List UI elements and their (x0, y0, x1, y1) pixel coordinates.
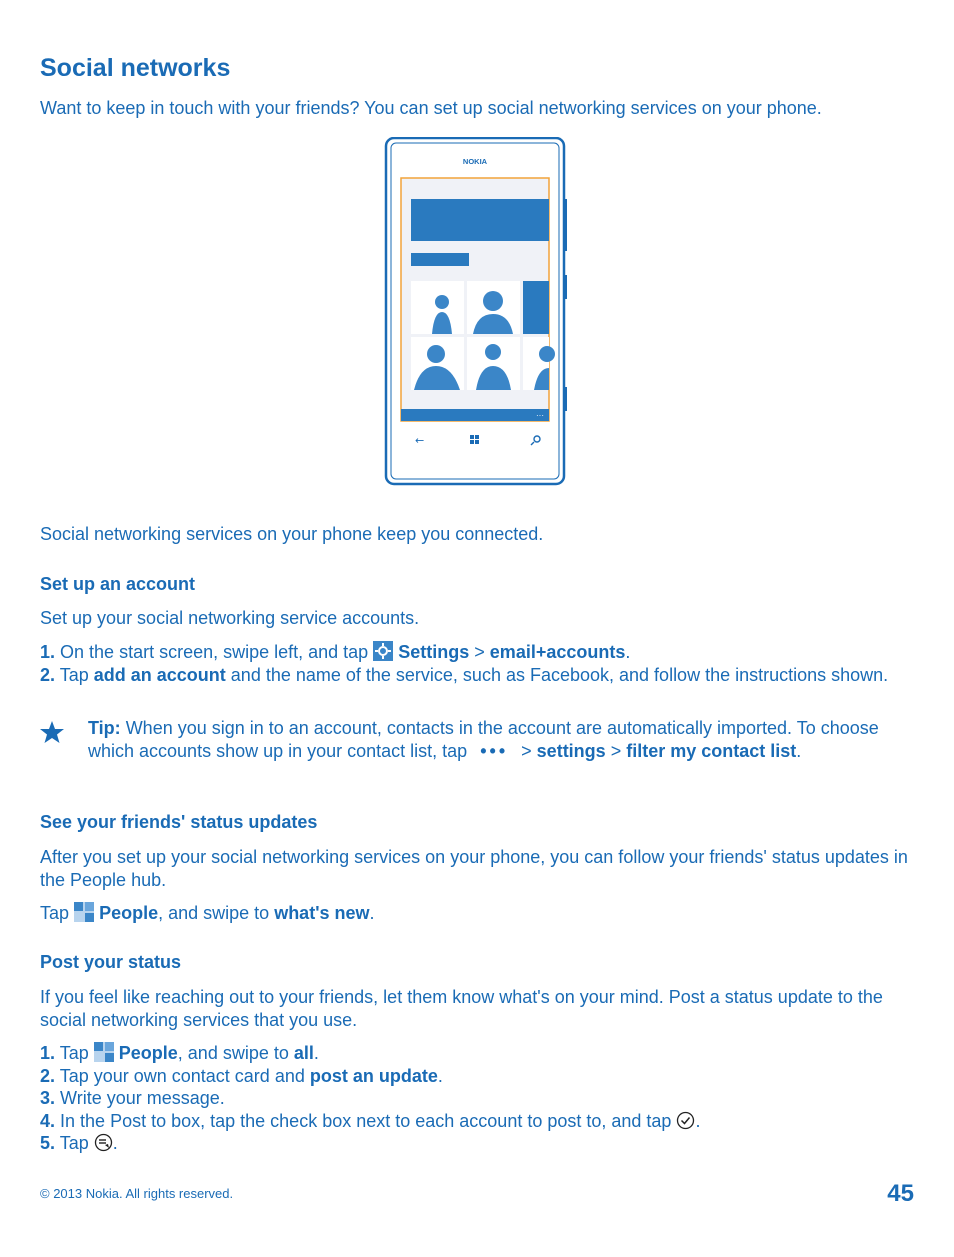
post-step-2: 2. Tap your own contact card and post an update. (40, 1065, 443, 1086)
setup-step-2: 2. Tap add an account and the name of the service, such as Facebook, and follow the instructions shown. (40, 664, 889, 685)
page-title: Social networks (40, 54, 231, 82)
image-caption: Social networking services on your phone keep you connected. (40, 524, 544, 544)
people-tile-icon (74, 902, 94, 922)
tip-star-icon (39, 720, 65, 744)
section-heading-post-status: Post your status (40, 952, 182, 972)
tip-text: Tip: When you sign in to an account, contacts in the account are automatically imported. To choose which accounts show up in your contact list, tap ••• > settings > filter my contact list. (88, 718, 879, 761)
check-circle-icon (676, 1111, 695, 1130)
copyright-footer: © 2013 Nokia. All rights reserved. (40, 1186, 234, 1201)
setup-desc: Set up your social networking service accounts. (40, 608, 420, 628)
status-updates-tap: Tap People, and swipe to what's new. (40, 903, 375, 923)
status-updates-desc: After you set up your social networking services on your phone, you can follow your friends' status updates in the People hub. (40, 847, 908, 890)
post-status-desc: If you feel like reaching out to your friends, let them know what's on your mind. Post a status update to the social networking services that you use. (40, 987, 883, 1030)
phone-brand: NOKIA (462, 157, 488, 166)
post-message-icon (94, 1133, 113, 1152)
people-tile-icon (94, 1042, 114, 1062)
phone-illustration (384, 137, 570, 487)
setup-step-1: 1. On the start screen, swipe left, and tap Settings > email+accounts. (40, 642, 631, 662)
back-icon: ← (415, 434, 425, 447)
section-heading-status-updates: See your friends' status updates (40, 812, 318, 832)
setup-steps (40, 641, 920, 686)
post-status-steps (40, 1042, 920, 1155)
svg-text:···: ··· (536, 411, 544, 420)
post-step-5: 5. Tap . (40, 1133, 118, 1153)
post-step-3: 3. Write your message. (40, 1088, 225, 1108)
settings-gear-icon (373, 641, 393, 661)
page-number: 45 (887, 1180, 914, 1207)
intro-text: Want to keep in touch with your friends? You can set up social networking services on your phone. (40, 98, 822, 118)
section-heading-setup: Set up an account (40, 574, 196, 594)
post-step-4: 4. In the Post to box, tap the check box next to each account to post to, and tap . (40, 1110, 701, 1131)
more-dots-icon: ••• (480, 740, 509, 761)
post-step-1: 1. Tap People, and swipe to all. (40, 1043, 319, 1063)
